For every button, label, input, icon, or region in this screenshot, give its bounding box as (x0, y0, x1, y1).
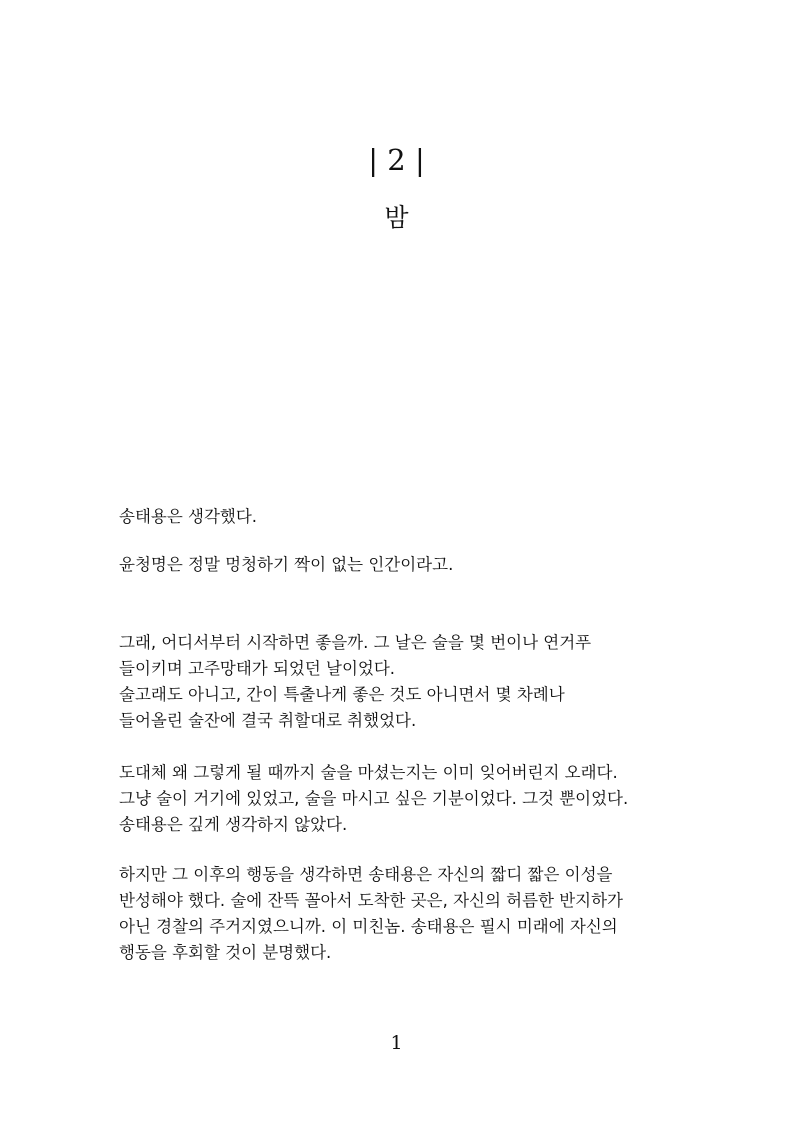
page-number: 1 (390, 1032, 403, 1054)
body-line: 술고래도 아니고, 간이 특출나게 좋은 것도 아니면서 몇 차례나 (119, 685, 565, 704)
chapter-title: 밤 (384, 203, 409, 232)
body-line: 송태용은 깊게 생각하지 않았다. (119, 815, 348, 834)
body-line: 아닌 경찰의 주거지였으니까. 이 미친놈. 송태용은 필시 미래에 자신의 (119, 917, 618, 936)
body-line: 반성해야 했다. 술에 잔뜩 꼴아서 도착한 곳은, 자신의 허름한 반지하가 (119, 891, 623, 910)
body-line: 송태용은 생각했다. (119, 507, 258, 526)
body-line: 그래, 어디서부터 시작하면 좋을까. 그 날은 술을 몇 번이나 연거푸 (119, 633, 592, 652)
body-line: 하지만 그 이후의 행동을 생각하면 송태용은 자신의 짧디 짧은 이성을 (119, 865, 613, 884)
body-line: 들이키며 고주망태가 되었던 날이었다. (119, 659, 396, 678)
body-line: 들어올린 술잔에 결국 취할대로 취했었다. (119, 711, 417, 730)
body-line: 행동을 후회할 것이 분명했다. (119, 943, 332, 962)
body-line: 도대체 왜 그렇게 될 때까지 술을 마셨는지는 이미 잊어버린지 오래다. (119, 763, 618, 782)
body-line: 윤청명은 정말 멍청하기 짝이 없는 인간이라고. (119, 555, 454, 574)
body-line: 그냥 술이 거기에 있었고, 술을 마시고 싶은 기분이었다. 그것 뿐이었다. (119, 789, 629, 808)
chapter-number: | 2 | (368, 143, 425, 177)
